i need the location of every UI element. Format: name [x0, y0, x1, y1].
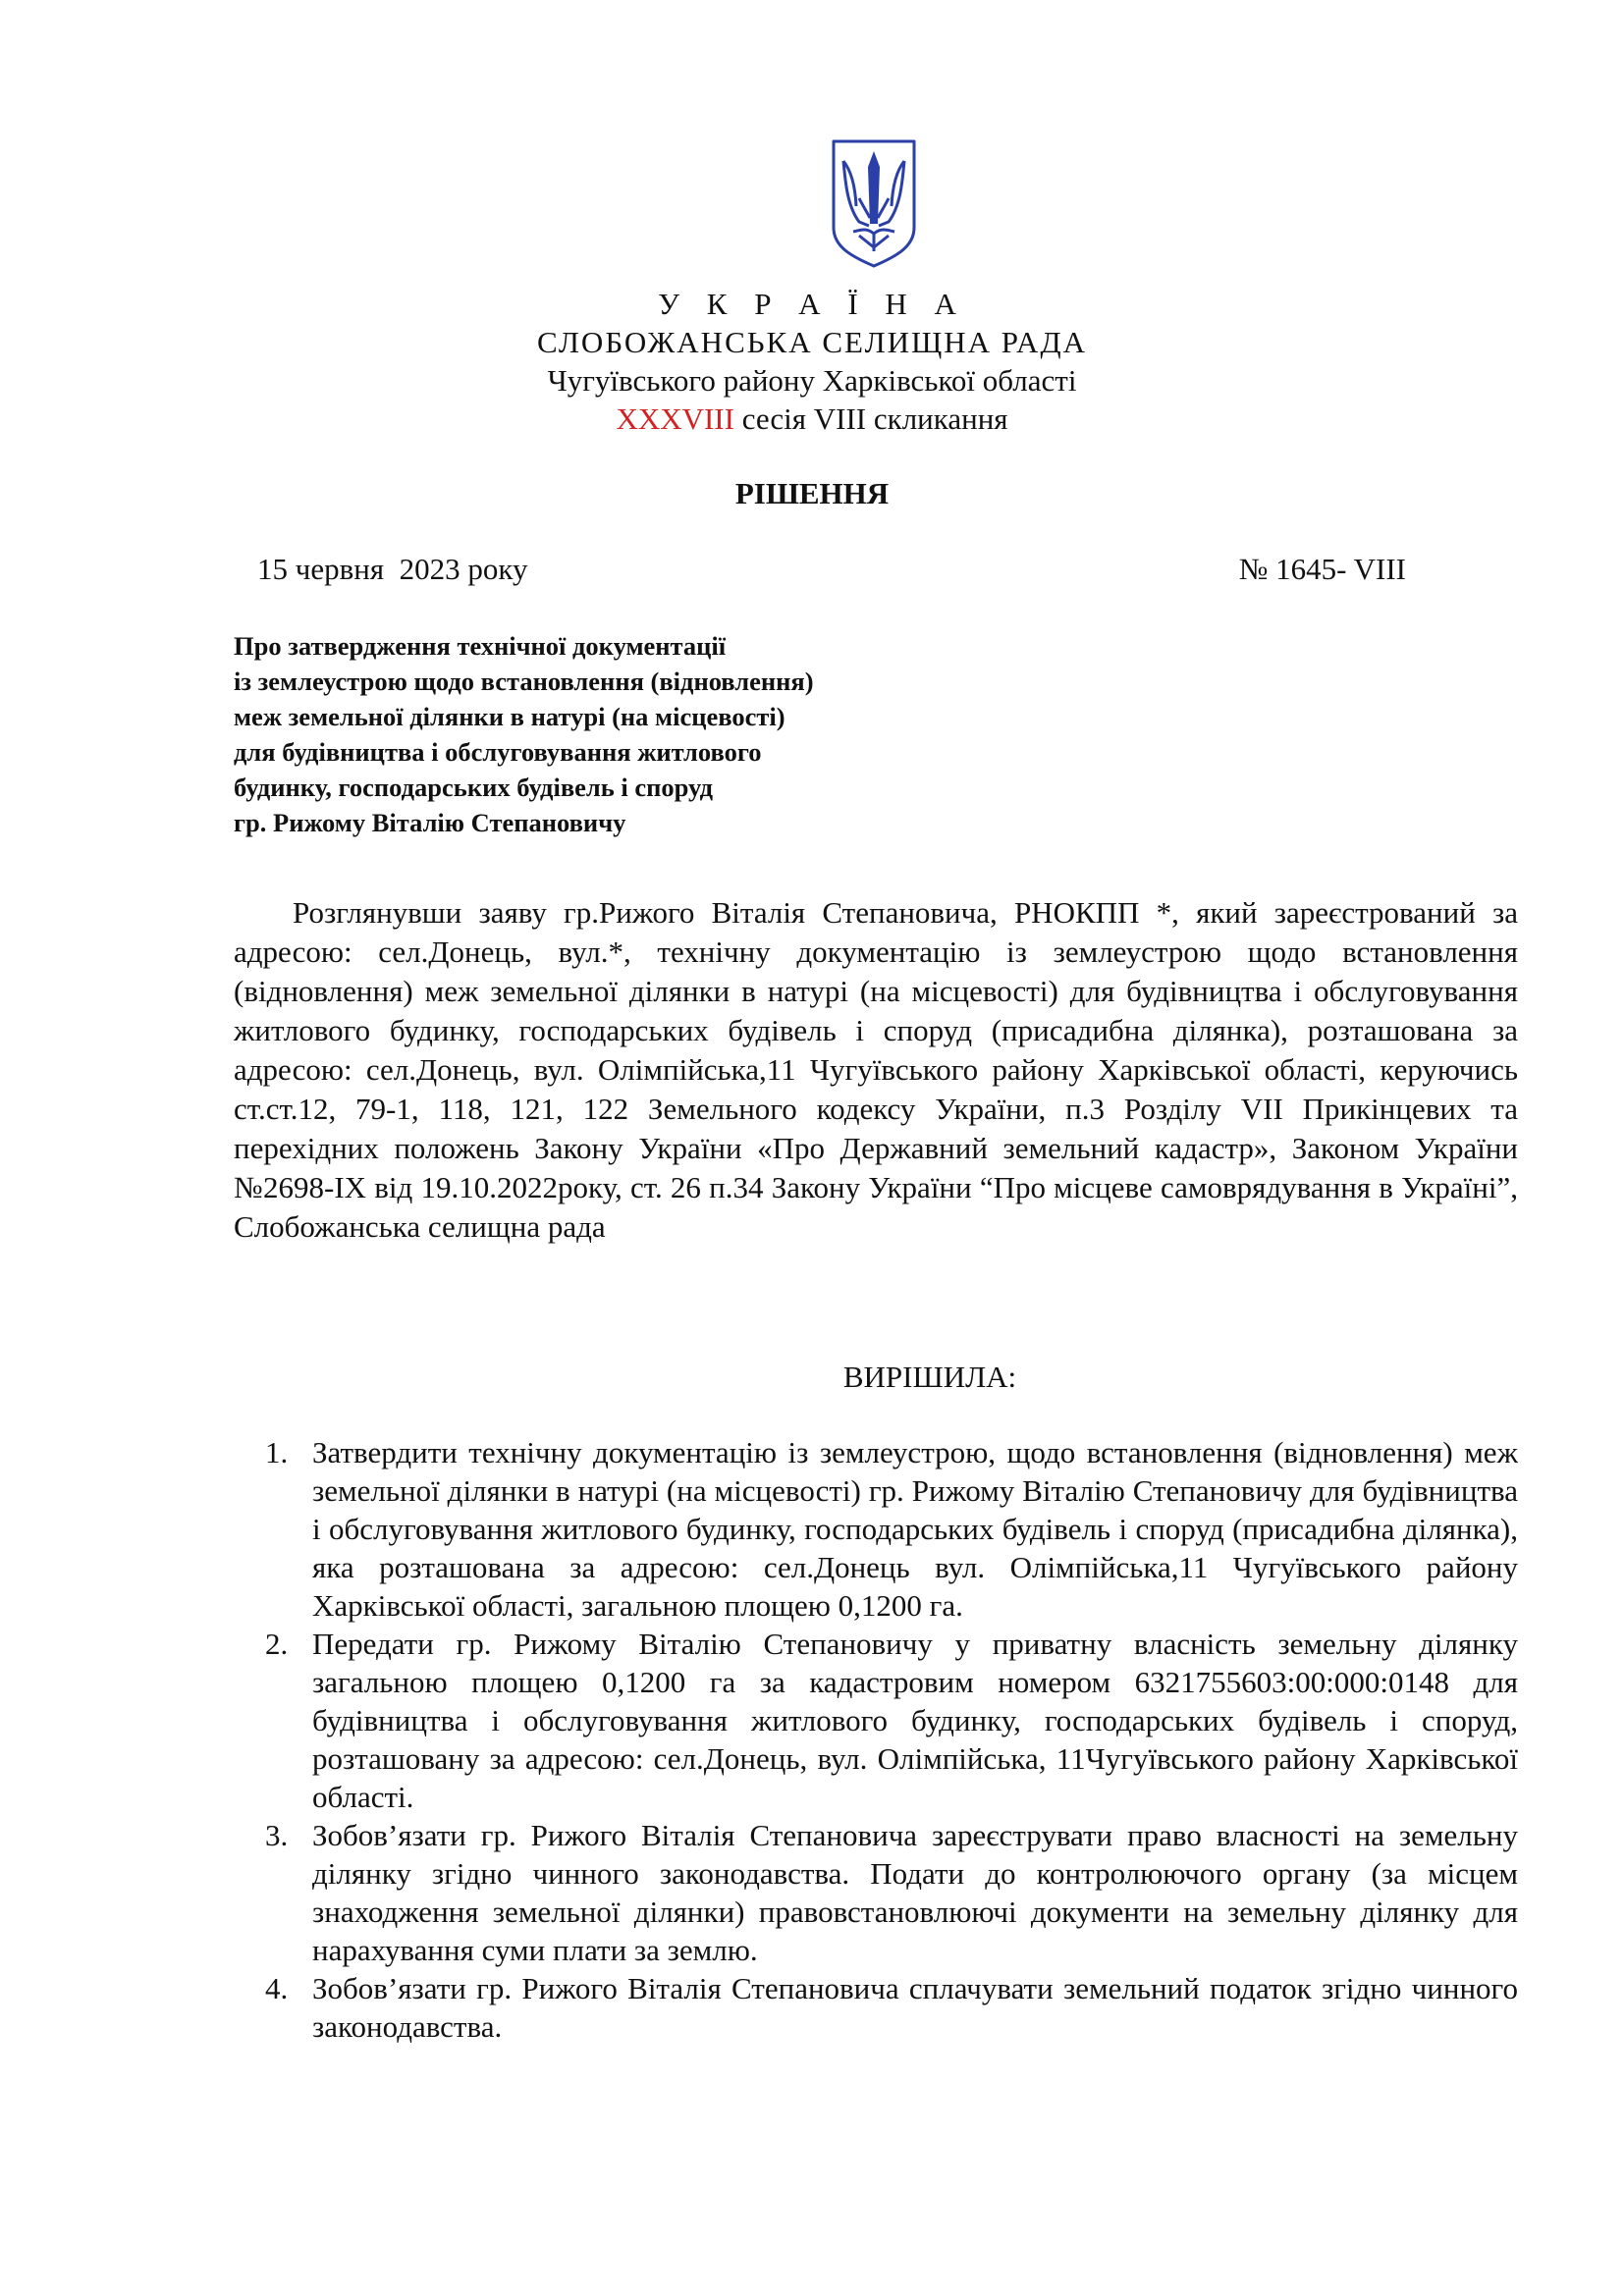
subject-line: гр. Рижому Віталію Степановичу [234, 808, 626, 837]
document-header [0, 285, 1624, 438]
subject-line: із землеустрою щодо встановлення (відновлення) [234, 667, 814, 696]
item-number: 4. [265, 1971, 289, 2005]
resolved-heading: ВИРІШИЛА: [842, 1360, 1017, 1394]
decision-item [265, 1433, 1518, 1625]
decision-number: № 1645- VIII [1238, 552, 1406, 586]
item-text: Зобов’язати гр. Рижого Віталія Степановича сплачувати земельний податок згідно чинного законодавства. [312, 1971, 1518, 2044]
decision-subject [234, 628, 980, 840]
decision-title: РІШЕННЯ [734, 476, 890, 510]
subject-line: для будівництва і обслуговування житлового [234, 737, 762, 767]
decision-item [265, 1969, 1518, 2046]
item-number: 3. [265, 1818, 289, 1852]
subject-line: меж земельної ділянки в натурі (на місцевості) [234, 702, 785, 731]
session-label: сесія VIII скликання [733, 401, 1008, 436]
trident-coat-of-arms-icon [830, 137, 918, 270]
subject-line: Про затвердження технічної документації [234, 631, 727, 661]
preamble-paragraph: Розглянувши заяву гр.Рижого Віталія Степановича, РНОКПП *, який зареєстрований за адресою: сел.Донець, вул.*, технічну документацію із землеустрою щодо встановлення (відновлення) меж земельної ділянки в натурі (на місцевості) для будівництва і обслуговування житлового будинку, господарських будівель і споруд (присадибна ділянка), розташована за адресою: сел.Донець, вул. Олімпійська,11 Чугуївського району Харківської області, керуючись ст.ст.12, 79-1, 118, 121, 122 Земельного кодексу України, п.3 Розділу VII Прикінцевих та перехідних положень Закону України «Про Державний земельний кадастр», Законом України №2698-IX від 19.10.2022року, ст. 26 п.34 Закону України “Про місцеве самоврядування в Україні”, Слобожанська селищна рада [234, 895, 1518, 1244]
item-text: Зобов’язати гр. Рижого Віталія Степановича зареєструвати право власності на земельну ділянку згідно чинного законодавства. Подати до контролюючого органу (за місцем знаходження земельної ділянки) правовстановлюючі документи на земельну ділянку для нарахування суми плати за землю. [312, 1818, 1518, 1967]
decision-item [265, 1625, 1518, 1816]
district-name: Чугуївського району Харківської області [547, 363, 1077, 398]
decision-date: 15 червня 2023 року [257, 552, 528, 586]
item-text: Передати гр. Рижому Віталію Степановичу у приватну власність земельну ділянку загальною площею 0,1200 га за кадастровим номером 6321755603:00:000:0148 для будівництва і обслуговування житлового будинку, господарських будівель і споруд, розташовану за адресою: сел.Донець, вул. Олімпійська, 11Чугуївського району Харківської області. [312, 1627, 1518, 1814]
item-text: Затвердити технічну документацію із землеустрою, щодо встановлення (відновлення) меж земельної ділянки в натурі (на місцевості) гр. Рижому Віталію Степановичу для будівництва і обслуговування житлового будинку, господарських будівель і споруд (присадибна ділянка), яка розташована за адресою: сел.Донець вул. Олімпійська,11 Чугуївського району Харківської області, загальною площею 0,1200 га. [312, 1435, 1518, 1623]
council-name: СЛОБОЖАНСЬКА СЕЛИЩНА РАДА [537, 325, 1087, 359]
decision-items [265, 1433, 1518, 2046]
item-number: 2. [265, 1627, 289, 1661]
session-line [0, 400, 1624, 438]
subject-line: будинку, господарських будівель і споруд [234, 773, 714, 802]
decision-item [265, 1816, 1518, 1969]
item-number: 1. [265, 1435, 289, 1469]
country-name: У К Р А Ї Н А [658, 287, 966, 321]
session-number: XXXVIII [616, 401, 734, 436]
